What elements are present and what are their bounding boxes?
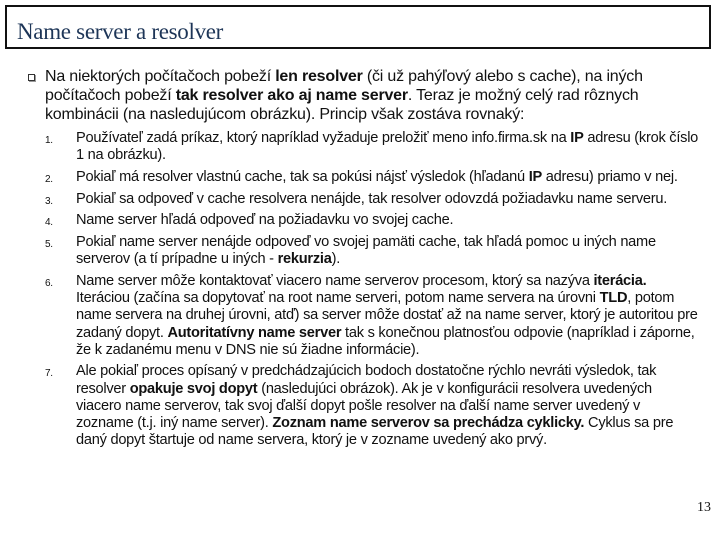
text-segment: adresu) priamo v nej. (541, 168, 678, 185)
item-number: 4. (45, 217, 53, 229)
list-item (45, 363, 700, 449)
text-segment: (nasledujúci obrázok). Ak je v konfigurácii resolvera uvedených viacero name serverov, tak svoj ďalší dopyt pošle resolver na ďalší name server uvedený v zozname (t.j. iný name server). (76, 380, 652, 432)
text-segment: Pokiaľ sa odpoveď v cache resolvera nenájde, tak resolver odovzdá požiadavku name serveru. (76, 190, 668, 207)
bold-text: iterácia. (593, 272, 647, 289)
title-box (5, 5, 711, 49)
item-number: 5. (45, 239, 53, 251)
numbered-list (45, 130, 700, 454)
text-segment: adresu (krok číslo 1 na obrázku). (76, 130, 699, 164)
text-segment: tak s konečnou platnosťou odpovie (napríklad i záporne, že k zadanému menu v DNS nie sú žiadne informácie). (76, 324, 695, 358)
text-segment: Iteráciou (začína sa dopytovať na root name serveri, potom name servera na úrovni (76, 290, 600, 307)
item-number: 2. (45, 173, 53, 185)
text-segment: . Teraz je možný celý rad rôznych kombinácii (na nasledujúcom obrázku). Princip však zostáva rovnaký: (45, 87, 639, 123)
text-segment: Používateľ zadá príkaz, ktorý napríklad vyžaduje preložiť meno info.firma.sk na (76, 130, 571, 146)
text-segment: Cyklus sa pre daný dopyt štartuje od name servera, ktorý je v zozname uvedený ako prvý. (76, 415, 674, 449)
item-number: 1. (45, 135, 53, 146)
bold-text: tak resolver ako aj name server (175, 87, 408, 104)
list-item (45, 191, 700, 208)
item-number: 6. (45, 277, 53, 289)
intro-paragraph (45, 67, 713, 124)
text-segment: , potom name servera na druhej úrovni, atď) sa server môže dostať až na name server, ktorý je autoritou pre zadaný dopyt. (76, 290, 698, 341)
bold-text: IP (570, 130, 584, 146)
bold-text: len resolver (275, 68, 363, 85)
list-item (45, 130, 700, 164)
item-number: 7. (45, 368, 53, 380)
square-bullet-icon (28, 74, 35, 81)
list-item (45, 234, 700, 268)
item-number: 3. (45, 195, 53, 207)
list-item (45, 273, 700, 359)
text-segment: Name server môže kontaktovať viacero name serverov procesom, ktorý sa nazýva (76, 272, 594, 289)
bold-text: opakuje svoj dopyt (129, 380, 258, 397)
text-segment: ). (331, 251, 340, 268)
text-segment: (či už pahýľový alebo s cache), na iných počítačoch pobeží (45, 68, 643, 104)
bold-text: TLD (599, 290, 628, 307)
slide-title: Name server a resolver (17, 19, 224, 44)
bold-text: Zoznam name serverov sa prechádza cyklicky. (272, 415, 585, 432)
text-segment: Pokiaľ name server nenájde odpoveď vo svojej pamäti cache, tak hľadá pomoc u iných name serverov (a tí prípadne u iných - (76, 234, 656, 268)
text-segment: Pokiaľ má resolver vlastnú cache, tak sa pokúsi nájsť výsledok (hľadanú (76, 168, 529, 185)
text-segment: Ale pokiaľ proces opísaný v predchádzajúcich bodoch dostatočne rýchlo nevráti výsledok, tak resolver (76, 363, 657, 397)
text-segment: Na niektorých počítačoch pobeží (45, 68, 276, 85)
text-segment: Name server hľadá odpoveď na požiadavku vo svojej cache. (76, 212, 454, 229)
bold-text: Autoritatívny name server (167, 324, 342, 341)
bold-text: rekurzia (277, 251, 332, 268)
list-item (45, 169, 700, 186)
page-number: 13 (697, 500, 711, 515)
list-item (45, 212, 700, 229)
bold-text: IP (528, 168, 542, 185)
